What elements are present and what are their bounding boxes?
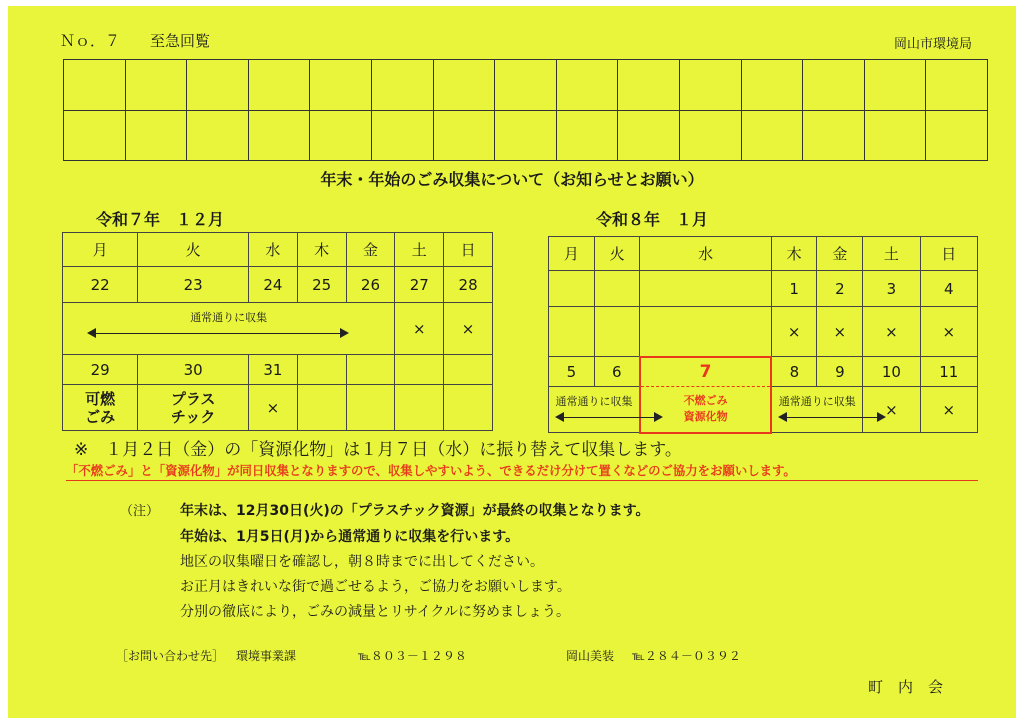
note-line: 年末は、12月30日(火)の「プラスチック資源」が最終の収集となります。 (180, 503, 650, 519)
date-cell: 25 (297, 267, 346, 303)
note-line: 分別の徹底により，ごみの減量とリサイクルに努めましょう。 (180, 604, 571, 620)
no-collection-mark: × (920, 387, 977, 433)
date-cell: 1 (771, 271, 817, 307)
date-cell: 30 (138, 355, 249, 385)
weekday-fri: 金 (817, 237, 863, 271)
date-cell: 22 (63, 267, 138, 303)
weekday-mon: 月 (549, 237, 595, 271)
red-underline (66, 480, 978, 481)
date-cell: 29 (63, 355, 138, 385)
reschedule-notice: ※ １月２日（金）の「資源化物」は１月７日（水）に振り替えて収集します。 (74, 440, 682, 460)
date-cell: 24 (248, 267, 297, 303)
date-cell: 3 (863, 271, 920, 307)
weekday-wed: 水 (248, 233, 297, 267)
contact-tel-2: ℡２８４－０３９２ (632, 649, 741, 663)
no-collection-mark: × (395, 303, 444, 355)
arrow-label: 通常通りに収集 (555, 395, 633, 408)
date-cell: 8 (771, 357, 817, 387)
notice-sheet (8, 6, 1016, 718)
arrow-label: 通常通りに収集 (190, 311, 268, 324)
contact-label: ［お問い合わせ先］ (116, 649, 225, 663)
no-collection-mark: × (248, 385, 297, 431)
weekday-thu: 木 (297, 233, 346, 267)
no-collection-mark: × (771, 307, 817, 357)
weekday-sun: 日 (444, 233, 493, 267)
date-cell: 11 (920, 357, 977, 387)
weekday-fri: 金 (346, 233, 395, 267)
january-calendar (548, 236, 978, 434)
no-collection-mark: × (920, 307, 977, 357)
january-heading: 令和８年 １月 (596, 210, 709, 229)
double-arrow-icon (89, 333, 347, 334)
regular-collection-span (771, 387, 862, 433)
weekday-sun: 日 (920, 237, 977, 271)
weekday-thu: 木 (771, 237, 817, 271)
note-line: 地区の収集曜日を確認し，朝８時までに出してください。 (180, 554, 544, 570)
weekday-wed: 水 (640, 237, 771, 271)
notes-label: （注） (120, 504, 160, 519)
double-arrow-icon (557, 417, 661, 418)
date-cell: 31 (248, 355, 297, 385)
circulation-stamp-grid (63, 59, 988, 161)
plastic-label: プラス チック (138, 385, 249, 431)
issuer-label: 岡山市環境局 (893, 37, 972, 52)
date-cell: 6 (594, 357, 640, 387)
date-cell: 5 (549, 357, 595, 387)
burnable-waste-label: 可燃 ごみ (63, 385, 138, 431)
date-cell: 27 (395, 267, 444, 303)
no-collection-mark: × (444, 303, 493, 355)
weekday-sat: 土 (863, 237, 920, 271)
date-cell: 23 (138, 267, 249, 303)
cooperation-request: 「不燃ごみ」と「資源化物」が同日収集となりますので、収集しやすいよう、できるだけ分けて置くなどのご協力をお願いします。 (66, 463, 796, 478)
weekday-mon: 月 (63, 233, 138, 267)
date-cell: 4 (920, 271, 977, 307)
circulation-number: Ｎｏ．７ 至急回覧 (60, 32, 211, 50)
date-cell: 10 (863, 357, 920, 387)
no-collection-mark: × (863, 307, 920, 357)
date-cell: 28 (444, 267, 493, 303)
no-collection-mark: × (863, 387, 920, 433)
regular-collection-span (549, 387, 640, 433)
date-cell: 2 (817, 271, 863, 307)
note-line: お正月はきれいな街で過ごせるよう，ご協力をお願いします。 (180, 579, 571, 595)
neighborhood-association: 町 内 会 (868, 678, 944, 696)
contact-dept-2: 岡山美装 (566, 649, 615, 663)
note-line: 年始は、1月5日(月)から通常通りに収集を行います。 (180, 529, 520, 545)
weekday-sat: 土 (395, 233, 444, 267)
special-date-7: 7 (640, 357, 771, 387)
weekday-tue: 火 (594, 237, 640, 271)
double-arrow-icon (780, 417, 884, 418)
contact-dept-1: 環境事業課 (236, 649, 297, 663)
special-collection-label: 不燃ごみ 資源化物 (640, 387, 771, 433)
no-collection-mark: × (817, 307, 863, 357)
date-cell: 26 (346, 267, 395, 303)
december-heading: 令和７年 １２月 (96, 210, 225, 229)
weekday-tue: 火 (138, 233, 249, 267)
contact-tel-1: ℡８０３－１２９８ (358, 649, 467, 663)
regular-collection-span (63, 303, 395, 355)
december-calendar (62, 232, 493, 431)
page-title: 年末・年始のごみ収集について（お知らせとお願い） (320, 170, 704, 189)
date-cell: 9 (817, 357, 863, 387)
arrow-label: 通常通りに収集 (778, 395, 856, 408)
